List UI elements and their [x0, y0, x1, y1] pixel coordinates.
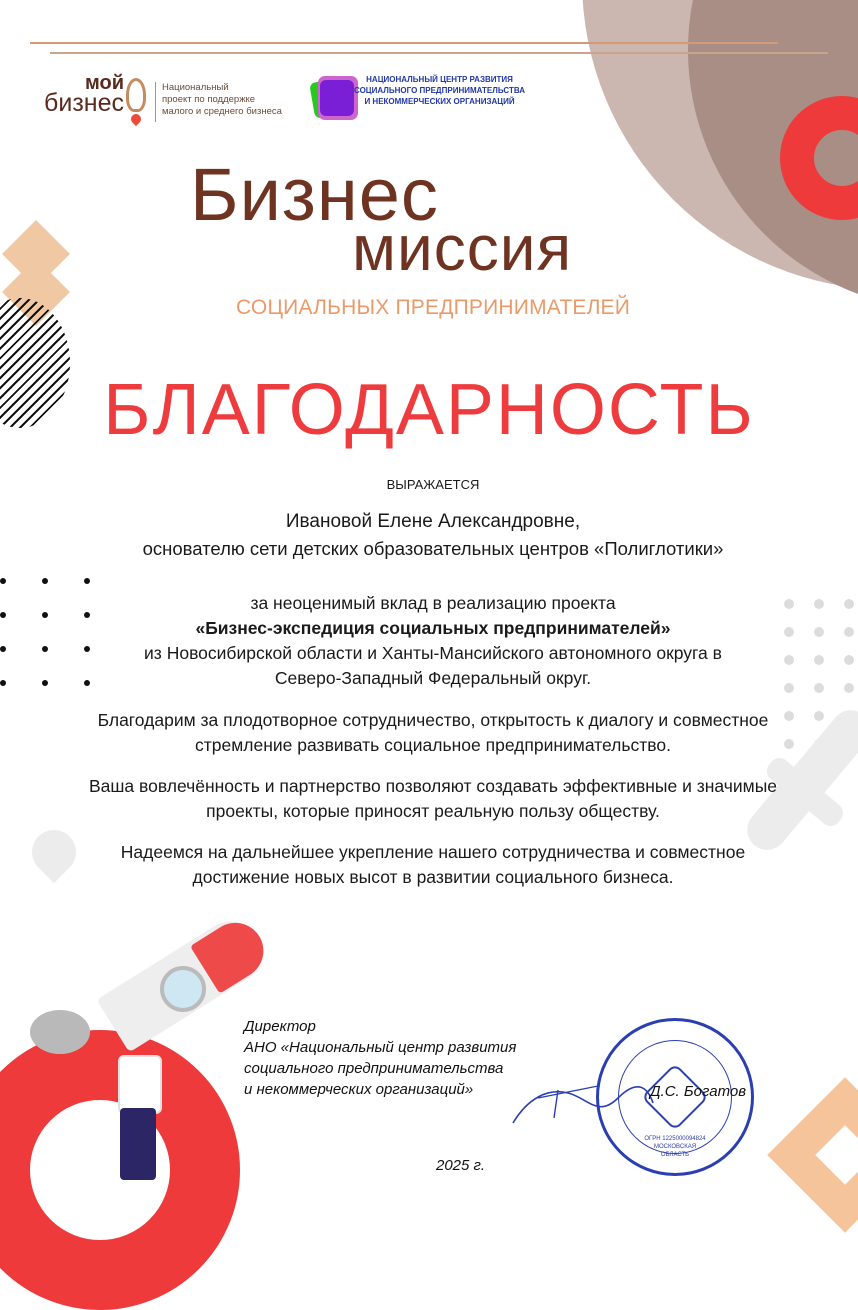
certificate-title: БЛАГОДАРНОСТЬ: [103, 370, 755, 450]
project-name: «Бизнес-экспедиция социальных предпринимателей»: [195, 618, 671, 638]
map-pin-icon: [23, 821, 85, 883]
person-illustration: [118, 1055, 162, 1114]
decor-line: [50, 52, 828, 54]
signatory-position: Директор АНО «Национальный центр развития социального предпринимательства и некоммерческих организаций»: [244, 1018, 517, 1098]
decor-orange-chevron: [767, 1077, 858, 1233]
logo-divider: [155, 82, 156, 122]
decor-dots-left: [0, 578, 126, 686]
title-subtitle: СОЦИАЛЬНЫХ ПРЕДПРИНИМАТЕЛЕЙ: [236, 296, 631, 319]
rocket-window: [160, 966, 206, 1012]
logo-ncr-text: НАЦИОНАЛЬНЫЙ ЦЕНТР РАЗВИТИЯ СОЦИАЛЬНОГО ПРЕДПРИНИМАТЕЛЬСТВА И НЕКОММЕРЧЕСКИХ ОРГАНИЗАЦИЙ: [354, 75, 526, 106]
paragraph-hope: Надеемся на дальнейшее укрепление нашего сотрудничества и совместное достижение новых высот в развитии социального бизнеса.: [120, 842, 746, 887]
title-missiya: миссия: [352, 212, 573, 284]
paragraph-contribution: за неоценимый вклад в реализацию проекта «Бизнес-экспедиция социальных предпринимателей» из Новосибирской области и Ханты-Мансийского автономного округа в Северо-Западный Федеральный округ.: [144, 593, 722, 688]
ncr-logo-icon: [320, 80, 354, 116]
stamp-text: ОГРН 1225000094824 МОСКОВСКАЯ ОБЛАСТЬ: [644, 1136, 706, 1158]
paragraph-partnership: Ваша вовлечённость и партнерство позволяют создавать эффективные и значимые проекты, которые приносят реальную пользу обществу.: [88, 776, 778, 821]
logo-caption: Национальный проект по поддержке малого и среднего бизнеса: [162, 82, 282, 117]
decor-line: [30, 42, 778, 44]
paragraph-thanks: Благодарим за плодотворное сотрудничество, открытость к диалогу и совместное стремление развивать социальное предпринимательство.: [97, 710, 769, 755]
issue-year: 2025 г.: [436, 1157, 486, 1174]
person-legs: [120, 1108, 156, 1180]
intro-label: ВЫРАЖАЕТСЯ: [386, 477, 480, 492]
recipient-role: основателю сети детских образовательных центров «Полиглотики»: [142, 538, 724, 559]
rocket-smoke: [30, 1010, 90, 1054]
signer-name: Д.С. Богатов: [650, 1083, 747, 1100]
rocket-logo-icon: [126, 78, 146, 112]
recipient-name: Ивановой Елене Александровне,: [285, 511, 581, 532]
logo-moy-biznes: мой бизнес: [44, 72, 124, 117]
title-biznes: Бизнес: [190, 153, 439, 236]
rocket-flame-icon: [129, 112, 143, 126]
